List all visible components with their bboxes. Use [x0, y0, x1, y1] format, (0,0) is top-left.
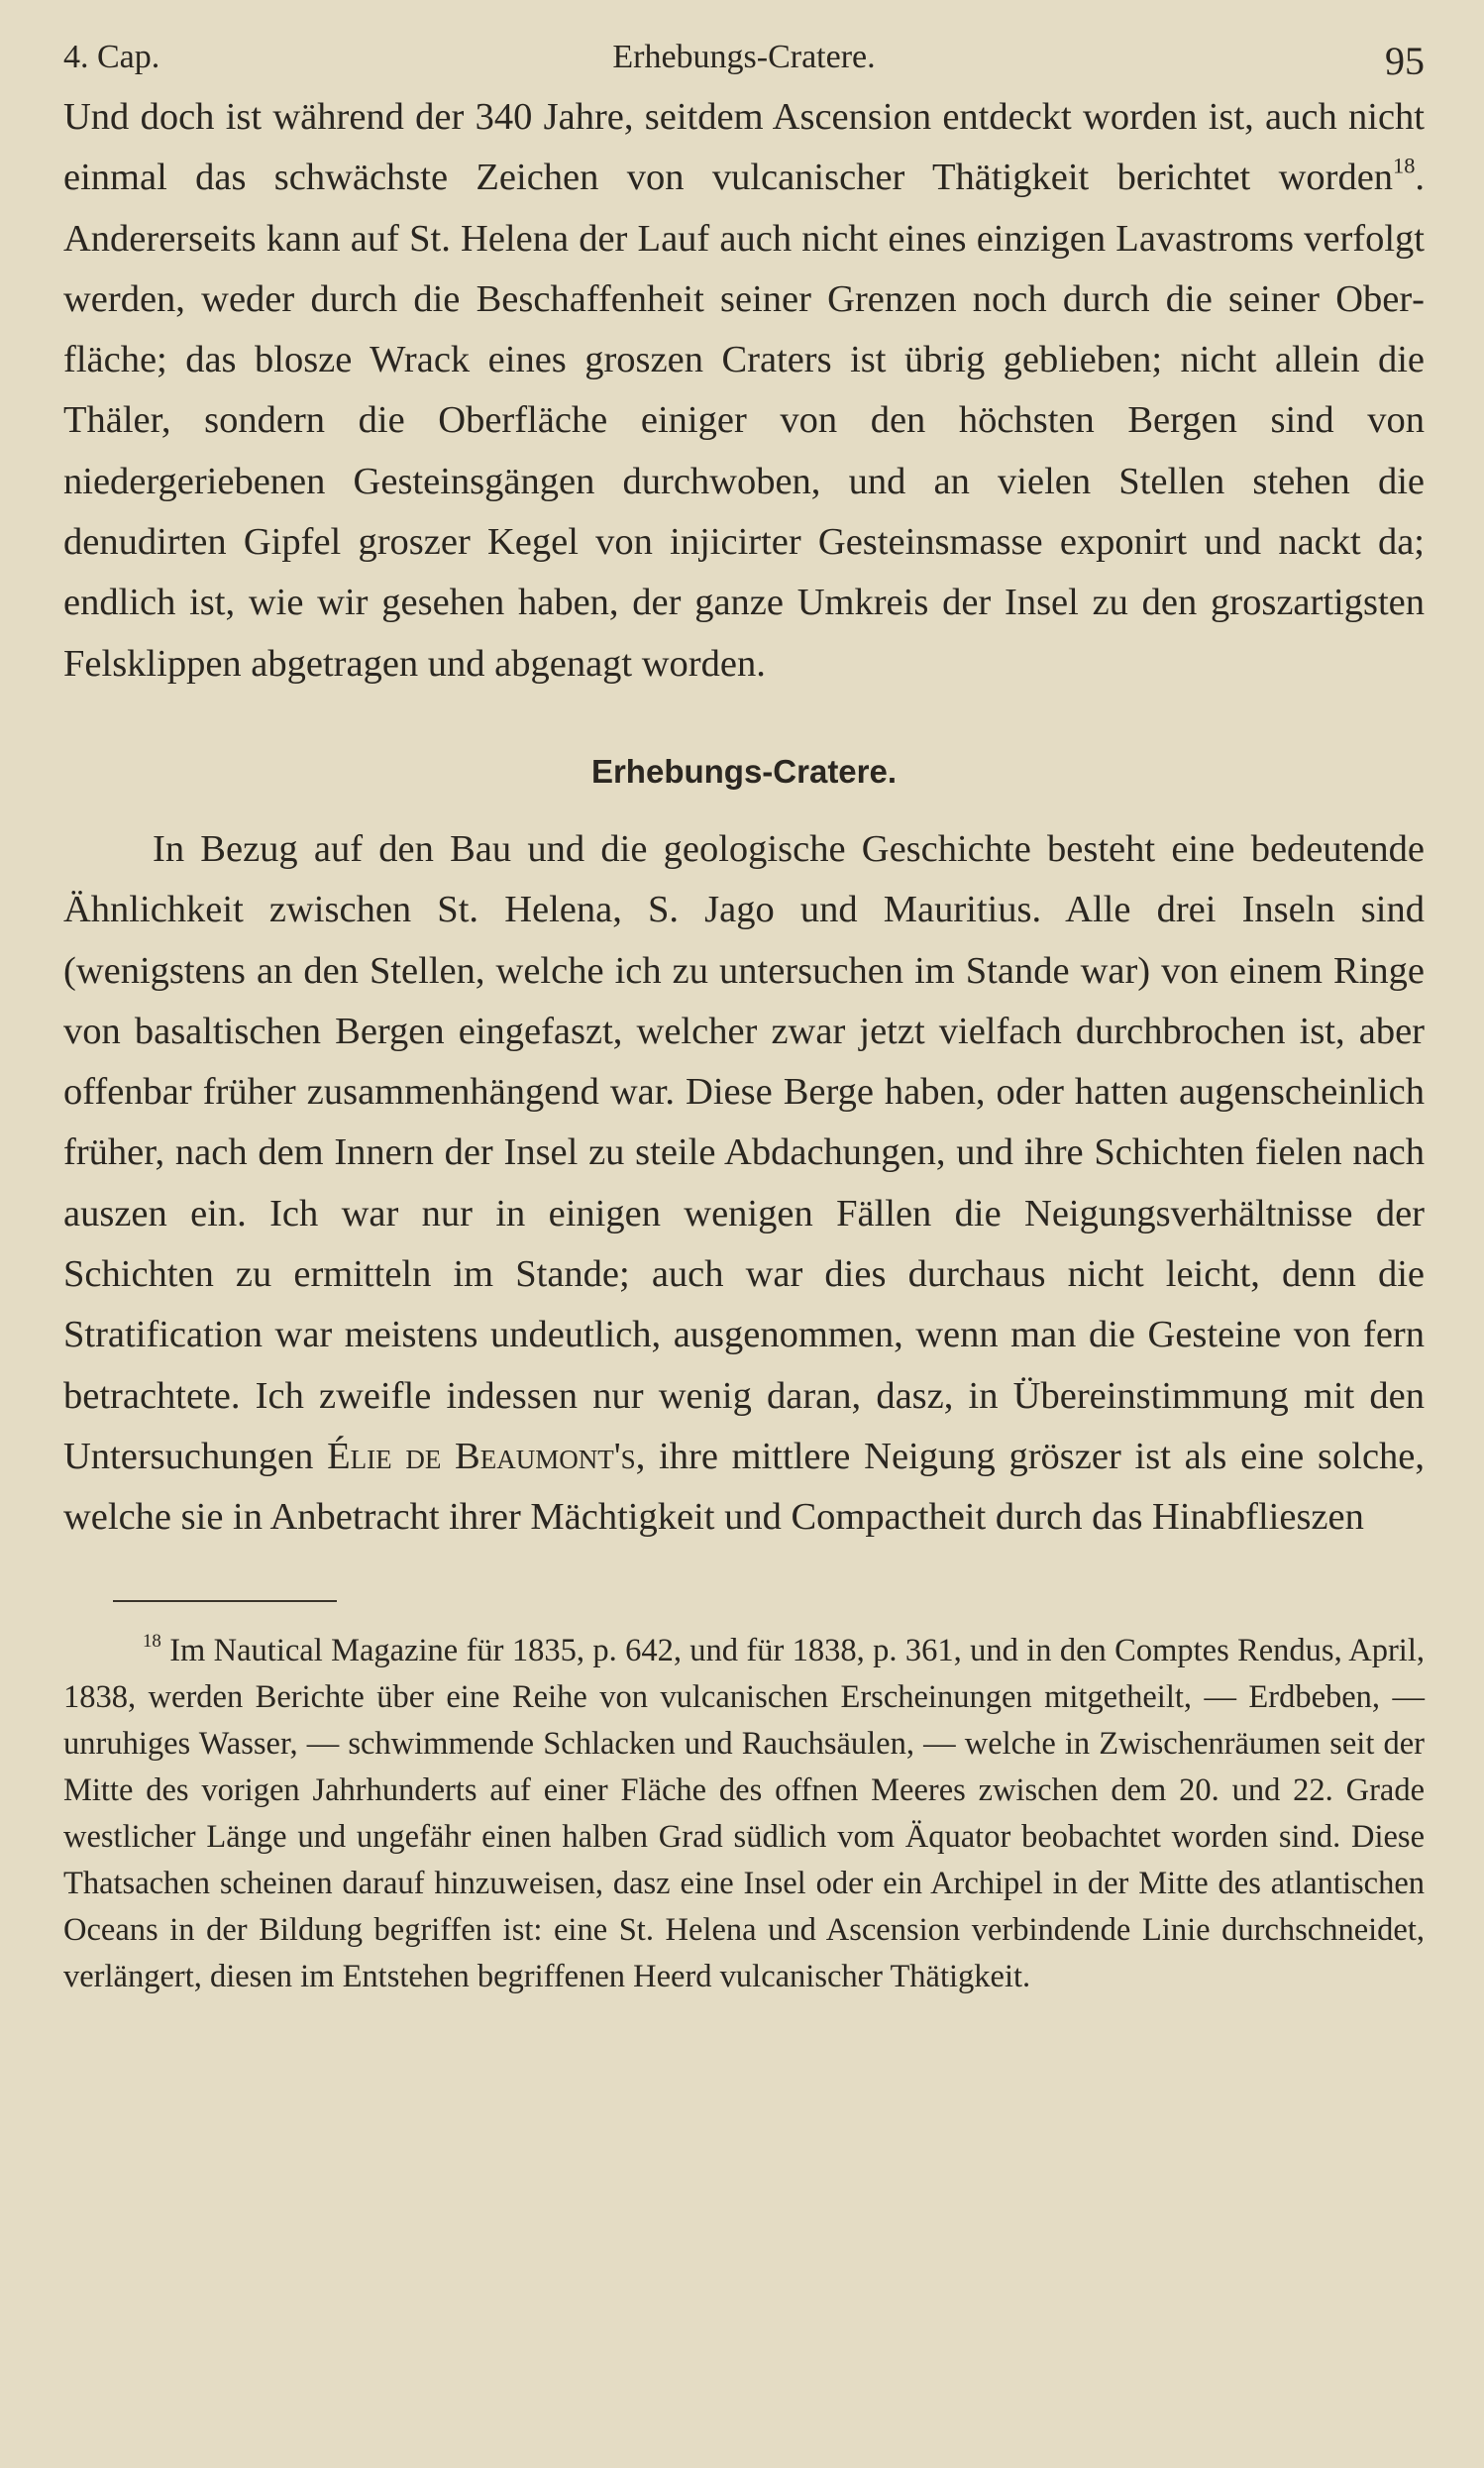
- chapter-label: 4. Cap.: [63, 39, 160, 75]
- paragraph-2-text-b: , ihre mittlere Neigung gröszer ist als eine solche, welche sie in Anbetracht ihrer Mächtigkeit und Compactheit durch das Hinabflieszen: [63, 1435, 1425, 1539]
- footnote-number: 18: [143, 1630, 161, 1652]
- section-heading: Erhebungs-Cratere.: [590, 752, 898, 790]
- footnote-18: [63, 1628, 1425, 2000]
- paragraph-2: [63, 819, 1425, 1549]
- footnote-divider: [113, 1600, 337, 1602]
- running-title: Erhebungs-Cratere.: [612, 39, 876, 75]
- paragraph-1-text-b: . Andererseits kann auf St. Helena der Lauf auch nicht eines einzigen Lavastroms verfolgt werden, weder durch die Beschaffenheit seiner Grenzen noch durch die seiner Oberfläche; das blosze Wrack eines groszen Craters ist übrig geblieben; nicht allein die Thäler, sondern die Oberfläche einiger von den höchsten Bergen sind von niedergeriebenen Gesteinsgängen durchwoben, und an vielen Stellen stehen die denudirten Gipfel groszer Kegel von injicirter Gesteinsmasse exponirt und nackt da; endlich ist, wie wir gesehen haben, der ganze Umkreis der Insel zu den groszartigsten Felsklippen abgetragen und abgenagt worden.: [63, 157, 1425, 685]
- paragraph-1-text-a: Und doch ist während der 340 Jahre, seitdem Ascension entdeckt worden ist, auch nicht einmal das schwächste Zeichen von vulcanischer Thätigkeit berichtet worden: [63, 96, 1425, 199]
- cited-author: Élie de Beaumont's: [327, 1435, 636, 1477]
- running-head: [63, 28, 1425, 87]
- footnote-reference[interactable]: 18: [1393, 153, 1416, 178]
- page-number: 95: [1385, 39, 1425, 83]
- footnote-text: Im Nautical Magazine für 1835, p. 642, und für 1838, p. 361, und in den Comptes Rendus, April, 1838, werden Berichte über eine Reihe von vulcanischen Erscheinungen mitgetheilt, — Erdbeben, — unruhiges Wasser, — schwimmende Schlacken und Rauchsäulen, — welche in Zwischenräumen seit der Mitte des vorigen Jahrhunderts auf einer Fläche des offnen Meeres zwischen dem 20. und 22. Grade westlicher Länge und ungefähr einen halben Grad südlich vom Äquator beobachtet worden sind. Diese Thatsachen scheinen darauf hinzuweisen, dasz eine Insel oder ein Archipel in der Mitte des atlantischen Oceans in der Bildung begriffen ist: eine St. Helena und Ascension verbindende Linie durchschneidet, verlängert, diesen im Entstehen begriffenen Heerd vulcanischer Thätigkeit.: [63, 1632, 1425, 1994]
- main-text: [63, 87, 1425, 1549]
- paragraph-1: [63, 87, 1425, 695]
- paragraph-2-text-a: In Bezug auf den Bau und die geologische Geschichte besteht eine bedeutende Ähnlichkeit zwischen St. Helena, S. Jago und Mauritius. Alle drei Inseln sind (wenigstens an den Stellen, welche ich zu untersuchen im Stande war) von einem Ringe von basaltischen Bergen eingefaszt, welcher zwar jetzt vielfach durchbrochen ist, aber offenbar früher zusammenhängend war. Diese Berge haben, oder hatten augenscheinlich früher, nach dem Innern der Insel zu steile Abdachungen, und ihre Schichten fielen nach auszen ein. Ich war nur in einigen wenigen Fällen die Neigungsverhältnisse der Schichten zu ermitteln im Stande; auch war dies durchaus nicht leicht, denn die Stratification war meistens undeutlich, ausgenommen, wenn man die Gesteine von fern betrachtete. Ich zweifle indessen nur wenig daran, dasz, in Übereinstimmung mit den Untersuchungen: [63, 827, 1425, 1477]
